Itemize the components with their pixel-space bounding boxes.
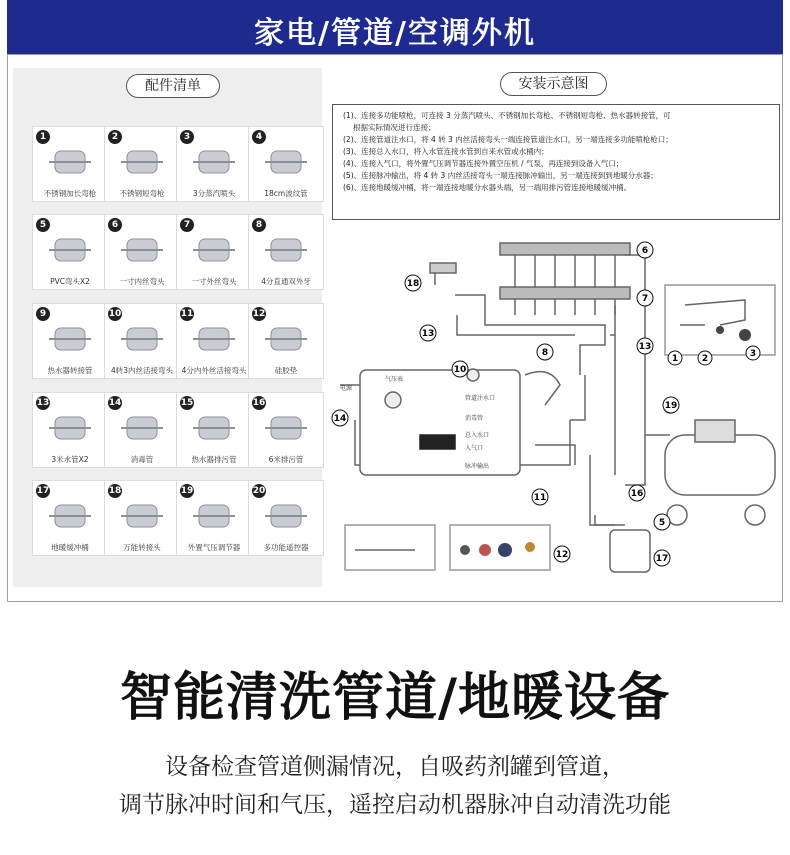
callout-14 — [332, 410, 348, 426]
note-5: (5)、连接脉冲输出，将 4 转 3 内丝活接弯头一端连接脉冲输出，另一端连接到到地暖分水器； — [343, 171, 658, 180]
part-image — [113, 318, 171, 360]
part-label: 外置气压调节器 — [187, 543, 241, 552]
part-item — [248, 303, 324, 379]
install-notes — [332, 104, 780, 220]
part-image — [185, 318, 243, 360]
note-6: (6)、连接地暖缓冲桶，将一端连接地暖分水器头端，另一端用排污管连接地暖缓冲桶。 — [343, 183, 632, 192]
part-label: 3分蒸汽喷头 — [192, 189, 236, 198]
part-label: PVC弯头X2 — [50, 277, 90, 286]
label-pulse-out: 脉冲输出 — [465, 463, 490, 470]
svg-text:12: 12 — [555, 550, 569, 560]
part-item — [248, 214, 324, 290]
part-number-badge: 18 — [108, 486, 122, 496]
part-number-badge: 17 — [36, 486, 50, 496]
part-image — [113, 407, 171, 449]
part-image — [185, 141, 243, 183]
part-label: 4分直通双外牙 — [261, 277, 311, 286]
part-label: 万能转接头 — [123, 543, 161, 552]
svg-text:1: 1 — [671, 354, 679, 364]
part-item — [176, 480, 252, 556]
part-number-badge: 7 — [180, 218, 194, 232]
part-image — [113, 141, 171, 183]
part-label: 3米水管X2 — [51, 455, 89, 464]
callout-18 — [405, 275, 421, 291]
part-item — [32, 214, 108, 290]
part-image — [41, 495, 99, 537]
note-1: (1)、连接多功能喷枪，可连接 3 分蒸汽喷头、不锈钢加长弯枪、不锈钢短弯枪、热水器转接管，可 — [343, 111, 671, 120]
part-label: 地暖缓冲桶 — [51, 543, 89, 552]
svg-text:5: 5 — [658, 518, 666, 528]
part-number-badge: 16 — [252, 398, 266, 408]
svg-text:11: 11 — [533, 493, 547, 503]
label-disinfect: 消毒管 — [465, 415, 484, 422]
part-image — [113, 229, 171, 271]
note-1-cont: 根据实际情况进行连接； — [353, 123, 436, 132]
part-image — [185, 407, 243, 449]
label-water-inlet: 总入水口 — [465, 432, 490, 439]
part-label: 热水器排污管 — [191, 455, 237, 464]
callout-10 — [452, 361, 468, 377]
part-item — [176, 303, 252, 379]
subtitle-line-2: 调节脉冲时间和气压，遥控启动机器脉冲自动清洗功能 — [119, 792, 671, 818]
note-4: (4)、连接入气口，将外置气压调节器连接外置空压机 / 气泵，再连接到设备入气口； — [343, 159, 624, 168]
subtitle-line-1: 设备检查管道侧漏情况，自吸药剂罐到管道， — [165, 754, 625, 780]
part-image — [257, 407, 315, 449]
part-item — [104, 392, 180, 468]
part-label: 不锈钢加长弯枪 — [43, 189, 97, 198]
label-power: 电源 — [340, 385, 353, 392]
part-number-badge: 12 — [252, 309, 266, 319]
part-label: 消毒管 — [130, 455, 154, 464]
callout-6 — [637, 242, 653, 258]
part-item — [104, 214, 180, 290]
part-label: 不锈钢短弯枪 — [119, 189, 165, 198]
parts-list-title: 配件清单 — [126, 74, 220, 98]
part-item — [248, 480, 324, 556]
part-label: 一寸外丝弯头 — [191, 277, 237, 286]
svg-text:13: 13 — [421, 329, 435, 339]
part-image — [185, 229, 243, 271]
part-item — [176, 392, 252, 468]
callout-1 — [668, 351, 682, 365]
part-image — [257, 495, 315, 537]
part-number-badge: 11 — [180, 309, 194, 319]
part-image — [185, 495, 243, 537]
install-diagram-title: 安装示意图 — [500, 72, 607, 96]
svg-text:7: 7 — [641, 294, 649, 304]
callout-17 — [654, 550, 670, 566]
part-number-badge: 6 — [108, 218, 122, 232]
part-label: 6米排污管 — [268, 455, 304, 464]
callout-13b — [637, 338, 653, 354]
part-image — [41, 318, 99, 360]
callout-19 — [663, 397, 679, 413]
svg-text:17: 17 — [655, 554, 669, 564]
svg-text:8: 8 — [541, 348, 549, 358]
part-image — [257, 229, 315, 271]
part-number-badge: 20 — [252, 486, 266, 496]
part-item — [104, 126, 180, 202]
part-number-badge: 1 — [36, 130, 50, 144]
svg-text:10: 10 — [453, 365, 467, 375]
callout-16 — [629, 485, 645, 501]
note-2: (2)、连接管道注水口，将 4 转 3 内丝活接弯头一端连接管道注水口，另一端连接多功能喷枪枪口； — [343, 135, 673, 144]
part-image — [257, 318, 315, 360]
part-number-badge: 3 — [180, 130, 194, 144]
callout-13a — [420, 325, 436, 341]
part-item — [248, 126, 324, 202]
part-number-badge: 9 — [36, 307, 50, 321]
part-label: 热水器转接管 — [47, 366, 93, 375]
part-item — [32, 480, 108, 556]
banner — [7, 0, 783, 54]
callout-7 — [637, 290, 653, 306]
part-image — [113, 495, 171, 537]
headline: 智能清洗管道/地暖设备 — [120, 668, 670, 728]
part-label: 18cm波纹管 — [264, 189, 308, 198]
part-image — [257, 141, 315, 183]
part-item — [176, 126, 252, 202]
callout-12 — [554, 546, 570, 562]
svg-text:13: 13 — [638, 342, 652, 352]
label-pipe-inlet: 管道注水口 — [465, 395, 496, 402]
part-label: 4分内外丝活接弯头 — [181, 366, 247, 375]
callout-8 — [537, 344, 553, 360]
part-number-badge: 10 — [108, 309, 122, 319]
svg-text:16: 16 — [630, 489, 644, 499]
part-number-badge: 15 — [180, 398, 194, 408]
part-number-badge: 5 — [36, 218, 50, 232]
part-number-badge: 8 — [252, 218, 266, 232]
svg-text:19: 19 — [664, 401, 678, 411]
part-item — [32, 303, 108, 379]
svg-text:18: 18 — [406, 279, 420, 289]
part-label: 多功能遥控器 — [263, 543, 309, 552]
part-label: 4转3内丝活接弯头 — [110, 366, 174, 375]
part-item — [32, 392, 108, 468]
part-number-badge: 2 — [108, 130, 122, 144]
part-number-badge: 4 — [252, 130, 266, 144]
callout-2 — [698, 351, 712, 365]
callout-11 — [532, 489, 548, 505]
part-image — [41, 229, 99, 271]
svg-text:3: 3 — [749, 349, 757, 359]
banner-title: 家电/管道/空调外机 — [254, 16, 536, 51]
part-number-badge: 14 — [108, 398, 122, 408]
svg-text:14: 14 — [333, 414, 347, 424]
part-item — [176, 214, 252, 290]
part-item — [104, 480, 180, 556]
note-3: (3)、连接总入水口，将入水管连接水管到自来水管或水桶内； — [343, 147, 549, 156]
callout-3 — [746, 346, 760, 360]
part-item — [32, 126, 108, 202]
svg-text:6: 6 — [641, 246, 649, 256]
part-number-badge: 19 — [180, 486, 194, 496]
part-item — [248, 392, 324, 468]
part-image — [41, 407, 99, 449]
part-label: 一寸内丝弯头 — [119, 277, 165, 286]
part-label: 硅胶垫 — [274, 366, 298, 375]
svg-text:2: 2 — [701, 354, 709, 364]
callout-5 — [654, 514, 670, 530]
label-air-inlet: 入气口 — [465, 445, 484, 452]
part-number-badge: 13 — [36, 398, 50, 408]
label-gauge: 气压表 — [385, 376, 404, 383]
part-image — [41, 141, 99, 183]
installation-diagram — [325, 225, 781, 595]
part-item — [104, 303, 180, 379]
